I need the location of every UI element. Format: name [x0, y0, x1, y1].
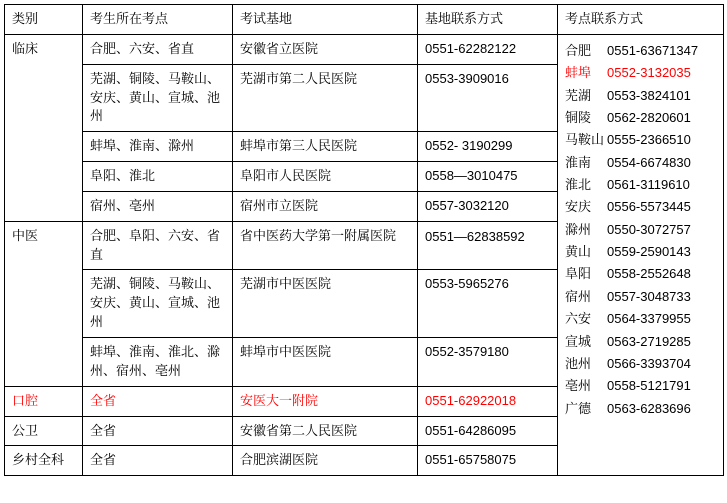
site-contact-line	[565, 263, 716, 285]
site-contact-line	[565, 85, 716, 107]
base-phone-cell: 0552-3579180	[418, 337, 558, 386]
site-contact-number: 0553-3824101	[607, 87, 691, 103]
exam-base-cell: 安徽省第二人民医院	[233, 416, 418, 446]
exam-base-cell: 合肥滨湖医院	[233, 446, 418, 476]
exam-site-cell: 全省	[83, 416, 233, 446]
site-contact-line	[565, 375, 716, 397]
site-contact-number: 0550-3072757	[607, 221, 691, 237]
site-contact-name: 黄山	[565, 244, 592, 260]
site-contact-number: 0563-2719285	[607, 333, 691, 349]
exam-site-cell: 阜阳、淮北	[83, 162, 233, 192]
category-cell: 中医	[5, 221, 83, 386]
category-cell: 公卫	[5, 416, 83, 446]
exam-site-cell: 合肥、阜阳、六安、省直	[83, 221, 233, 270]
base-phone-cell: 0552- 3190299	[418, 132, 558, 162]
site-contact-number: 0558-5121791	[607, 378, 691, 394]
site-contact-number: 0564-3379955	[607, 311, 691, 327]
exam-base-cell: 蚌埠市第三人民医院	[233, 132, 418, 162]
site-contact-name: 阜阳	[565, 266, 592, 282]
category-cell: 口腔	[5, 386, 83, 416]
exam-site-cell: 芜湖、铜陵、马鞍山、安庆、黄山、宣城、池州	[83, 64, 233, 132]
site-contact-number: 0559-2590143	[607, 244, 691, 260]
site-contact-name: 芜湖	[565, 87, 592, 103]
column-header: 基地联系方式	[418, 5, 558, 35]
site-contact-number: 0555-2366510	[607, 132, 691, 148]
category-cell: 乡村全科	[5, 446, 83, 476]
exam-base-cell: 蚌埠市中医医院	[233, 337, 418, 386]
exam-base-cell: 芜湖市第二人民医院	[233, 64, 418, 132]
base-phone-cell: 0558—3010475	[418, 162, 558, 192]
site-contact-line	[565, 174, 716, 196]
exam-base-cell: 安徽省立医院	[233, 34, 418, 64]
site-contact-line	[565, 152, 716, 174]
base-phone-cell: 0553-3909016	[418, 64, 558, 132]
exam-base-cell: 安医大一附院	[233, 386, 418, 416]
site-contact-number: 0557-3048733	[607, 288, 691, 304]
site-contact-line	[565, 40, 716, 62]
site-contact-name: 六安	[565, 311, 592, 327]
site-contact-number: 0563-6283696	[607, 400, 691, 416]
site-contact-line	[565, 353, 716, 375]
site-contact-number: 0554-6674830	[607, 154, 691, 170]
exam-site-cell: 蚌埠、淮南、淮北、滁州、宿州、亳州	[83, 337, 233, 386]
site-contact-number: 0551-63671347	[607, 42, 699, 58]
base-phone-cell: 0551-62282122	[418, 34, 558, 64]
exam-base-cell: 宿州市立医院	[233, 191, 418, 221]
site-contact-name: 宣城	[565, 333, 592, 349]
site-contact-line	[565, 107, 716, 129]
site-contact-name: 合肥	[565, 42, 592, 58]
site-contact-name: 宿州	[565, 288, 592, 304]
site-contact-line	[565, 241, 716, 263]
site-contact-name: 马鞍山	[565, 132, 605, 148]
column-header: 考点联系方式	[558, 5, 724, 35]
base-phone-cell: 0551—62838592	[418, 221, 558, 270]
site-contact-line	[565, 286, 716, 308]
site-contact-number: 0556-5573445	[607, 199, 691, 215]
site-contact-line	[565, 219, 716, 241]
exam-site-cell: 全省	[83, 386, 233, 416]
site-contact-number: 0552-3132035	[607, 65, 691, 81]
table-row	[5, 34, 724, 64]
site-contact-number: 0561-3119610	[607, 177, 690, 192]
site-contact-number: 0558-2552648	[607, 266, 691, 282]
exam-site-cell: 蚌埠、淮南、滁州	[83, 132, 233, 162]
base-phone-cell: 0551-64286095	[418, 416, 558, 446]
site-contact-line	[565, 62, 716, 84]
site-contact-line	[565, 331, 716, 353]
category-cell: 临床	[5, 34, 83, 221]
site-contact-name: 安庆	[565, 199, 592, 215]
column-header: 考生所在考点	[83, 5, 233, 35]
site-contact-name: 滁州	[565, 221, 592, 237]
site-contact-name: 铜陵	[565, 109, 592, 125]
site-contact-name: 淮北	[565, 177, 592, 192]
exam-site-cell: 芜湖、铜陵、马鞍山、安庆、黄山、宣城、池州	[83, 270, 233, 338]
exam-base-cell: 阜阳市人民医院	[233, 162, 418, 192]
site-contact-name: 广德	[565, 400, 592, 416]
site-contact-number: 0562-2820601	[607, 109, 691, 125]
site-contact-line	[565, 196, 716, 218]
site-contact-line	[565, 129, 716, 151]
base-phone-cell: 0553-5965276	[418, 270, 558, 338]
base-phone-cell: 0551-65758075	[418, 446, 558, 476]
site-contacts-cell	[558, 34, 724, 475]
column-header: 考试基地	[233, 5, 418, 35]
column-header: 类别	[5, 5, 83, 35]
site-contact-name: 淮南	[565, 154, 592, 170]
table-header-row	[5, 5, 724, 35]
exam-site-cell: 全省	[83, 446, 233, 476]
site-contact-name: 池州	[565, 355, 592, 371]
exam-site-cell: 合肥、六安、省直	[83, 34, 233, 64]
exam-sites-table	[4, 4, 724, 476]
site-contact-name: 蚌埠	[565, 65, 592, 81]
base-phone-cell: 0551-62922018	[418, 386, 558, 416]
site-contact-number: 0566-3393704	[607, 355, 691, 371]
site-contact-name: 亳州	[565, 378, 592, 394]
exam-base-cell: 省中医药大学第一附属医院	[233, 221, 418, 270]
base-phone-cell: 0557-3032120	[418, 191, 558, 221]
site-contact-line	[565, 398, 716, 420]
exam-base-cell: 芜湖市中医医院	[233, 270, 418, 338]
exam-site-cell: 宿州、亳州	[83, 191, 233, 221]
site-contact-line	[565, 308, 716, 330]
